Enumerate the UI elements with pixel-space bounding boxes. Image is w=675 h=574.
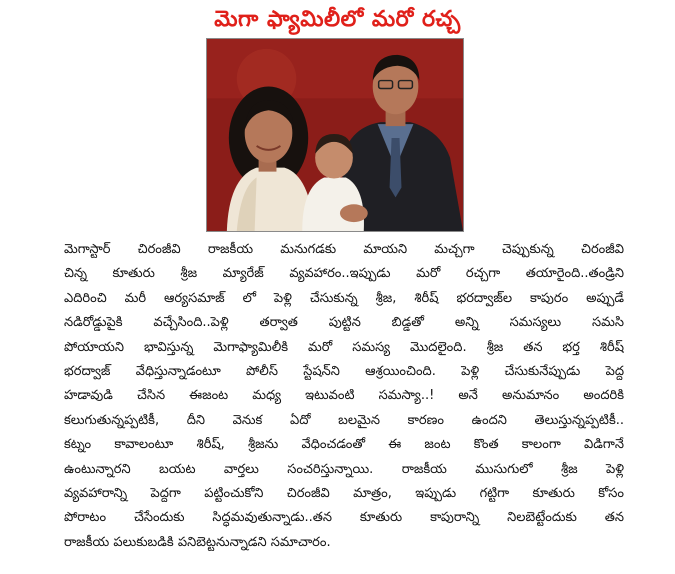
article-line: ఎదిరించి మరీ ఆర్యసమాజ్ లో పెళ్లి చేసుకున్న శ్రీజ, శిరీష్ భరద్వాజ్‌ల కాపురం అప్పుడే xyxy=(64,290,624,306)
article-line: చిన్న కూతురు శ్రీజ మ్యారేజ్ వ్యవహారం..ఇప్పుడు మరో రచ్చగా తయారైంది..తండ్రిని xyxy=(64,266,624,282)
news-photo xyxy=(206,38,464,232)
article-line: కట్నం కావాలంటూ శిరీష్, శ్రీజను వేధించడంతో ఈ జంట కొంత కాలంగా విడిగానే xyxy=(64,437,624,453)
article-line: వ్యవహారాన్ని పెద్దగా పట్టించుకోని చిరంజీవి మాత్రం, ఇప్పుడు గట్టిగా కూతురు కోసం xyxy=(64,485,624,501)
article-line: పోయాయని భావిస్తున్న మెగాఫ్యామిలీకి మరో సమస్య మొదలైంది. శ్రీజ తన భర్త శిరీష్ xyxy=(64,339,624,355)
headline xyxy=(0,6,675,34)
article-line: మెగాస్టార్ చిరంజీవి రాజకీయ మనుగడకు మాయని మచ్చగా చెప్పుకున్న చిరంజీవి xyxy=(64,242,624,257)
article-line: రాజకీయ పలుకుబడికి పనిబెట్టనున్నాడని సమాచారం. xyxy=(64,534,331,550)
article-line: ఉంటున్నారని బయట వార్తలు సంచరిస్తున్నాయి. రాజకీయ ముసుగులో శ్రీజ పెళ్లి xyxy=(64,461,624,477)
headline-text: మెగా ఫ్యామిలీలో మరో రచ్చ xyxy=(214,7,461,32)
article-line: పోరాటం చేసేందుకు సిద్ధమవుతున్నాడు..తన కూతురు కాపురాన్ని నిలబెట్టేందుకు తన xyxy=(64,510,624,526)
article-line: నడిరోడ్డుపైకి వచ్చేసింది..పెళ్లి తర్వాత పుట్టిన బిడ్డతో అన్ని సమస్యలు సమసి xyxy=(64,315,624,331)
family-photo-icon xyxy=(207,39,463,231)
article-body xyxy=(64,238,624,555)
man-hand xyxy=(340,204,368,222)
article-line: కలుగుతున్నప్పటికీ, దీని వెనుక ఏదో బలమైన కారణం ఉందని తెలుస్తున్నప్పటికీ.. xyxy=(64,412,624,428)
man-tie xyxy=(390,138,402,197)
article-line: హడావుడి చేసిన ఈజంట మధ్య ఇటువంటి సమస్యా..! అనే అనుమానం అందరికి xyxy=(64,388,624,404)
article-line: భరద్వాజ్ వేధిస్తున్నాడంటూ పోలీస్ స్టేషన్‌ని ఆశ్రయించింది. పెళ్లి చేసుకునేప్పుడు పెద్ద xyxy=(64,363,624,379)
